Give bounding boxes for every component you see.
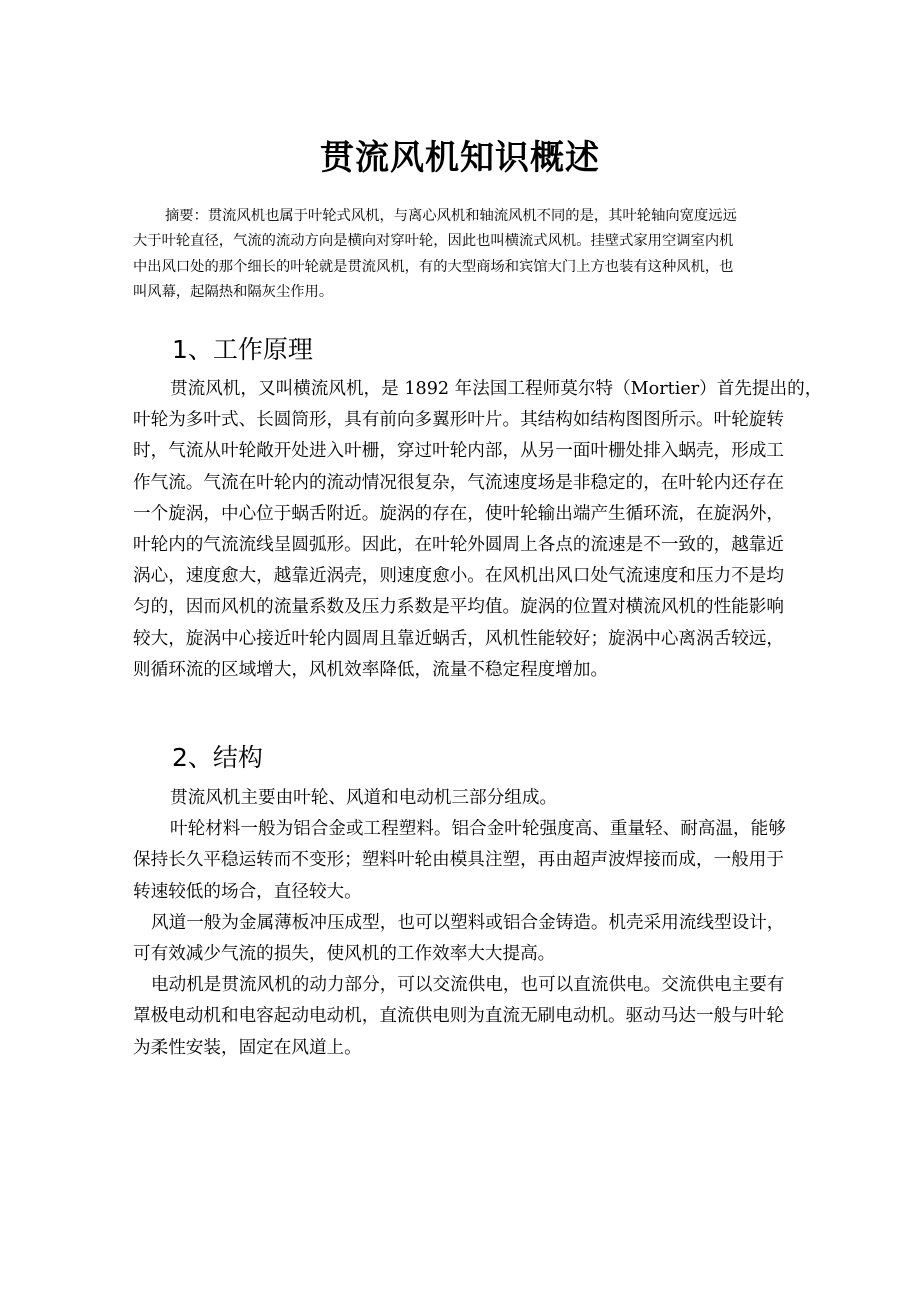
paragraph-line: 叶轮内的气流流线呈圆弧形。因此，在叶轮外圆周上各点的流速是不一致的，越靠近 (133, 535, 784, 556)
section-heading-structure: 2、结构 (172, 743, 263, 772)
section-body-structure (133, 783, 833, 1064)
paragraph-line: 一个旋涡，中心位于蜗舌附近。旋涡的存在，使叶轮输出端产生循环流，在旋涡外， (133, 503, 784, 524)
abstract-line: 摘要：贯流风机也属于叶轮式风机，与离心风机和轴流风机不同的是，其叶轮轴向宽度远远 (165, 208, 737, 224)
abstract-line: 叫风幕，起隔热和隔灰尘作用。 (133, 283, 334, 300)
section-heading-working-principle: 1、工作原理 (172, 335, 313, 364)
paragraph-line: 转速较低的场合，直径较大。 (133, 881, 362, 902)
paragraph-line: 时，气流从叶轮敞开处进入叶栅，穿过叶轮内部，从另一面叶栅处排入蜗壳，形成工 (133, 441, 784, 462)
paragraph-line: 作气流。气流在叶轮内的流动情况很复杂，气流速度场是非稳定的，在叶轮内还存在 (133, 472, 784, 493)
paragraph-line: 则循环流的区域增大，风机效率降低，流量不稳定程度增加。 (133, 659, 609, 680)
paragraph-line: 为柔性安装，固定在风道上。 (133, 1037, 362, 1058)
section-body-working-principle (133, 374, 833, 686)
paragraph-line: 贯流风机，又叫横流风机，是 1892 年法国工程师莫尔特（Mortier）首先提出的， (170, 379, 823, 399)
abstract-line: 中出风口处的那个细长的叶轮就是贯流风机，有的大型商场和宾馆大门上方也装有这种风机，也 (133, 258, 734, 275)
abstract-line: 大于叶轮直径，气流的流动方向是横向对穿叶轮，因此也叫横流式风机。挂壁式家用空调室内机 (133, 233, 734, 250)
paragraph-line: 叶轮为多叶式、长圆筒形，具有前向多翼形叶片。其结构如结构图图所示。叶轮旋转 (133, 410, 784, 431)
paragraph-line: 涡心，速度愈大，越靠近涡壳，则速度愈小。在风机出风口处气流速度和压力不是均 (133, 566, 784, 587)
paragraph-line: 风道一般为金属薄板冲压成型，也可以塑料或铝合金铸造。机壳采用流线型设计， (151, 912, 785, 933)
paragraph-line: 可有效减少气流的损失，使风机的工作效率大大提高。 (133, 944, 556, 965)
document-title: 贯流风机知识概述 (320, 138, 600, 178)
abstract (133, 204, 813, 305)
paragraph-line: 电动机是贯流风机的动力部分，可以交流供电，也可以直流供电。交流供电主要有 (151, 975, 785, 996)
paragraph-line: 匀的，因而风机的流量系数及压力系数是平均值。旋涡的位置对横流风机的性能影响 (133, 597, 784, 618)
paragraph-line: 罩极电动机和电容起动电动机，直流供电则为直流无刷电动机。驱动马达一般与叶轮 (133, 1006, 784, 1027)
paragraph-line: 较大，旋涡中心接近叶轮内圆周且靠近蜗舌，风机性能较好；旋涡中心离涡舌较远， (133, 628, 784, 649)
paragraph-line: 叶轮材料一般为铝合金或工程塑料。铝合金叶轮强度高、重量轻、耐高温，能够 (170, 819, 786, 840)
paragraph-line: 保持长久平稳运转而不变形；塑料叶轮由模具注塑，再由超声波焊接而成，一般用于 (133, 850, 784, 871)
paragraph-line: 贯流风机主要由叶轮、风道和电动机三部分组成。 (170, 788, 558, 808)
